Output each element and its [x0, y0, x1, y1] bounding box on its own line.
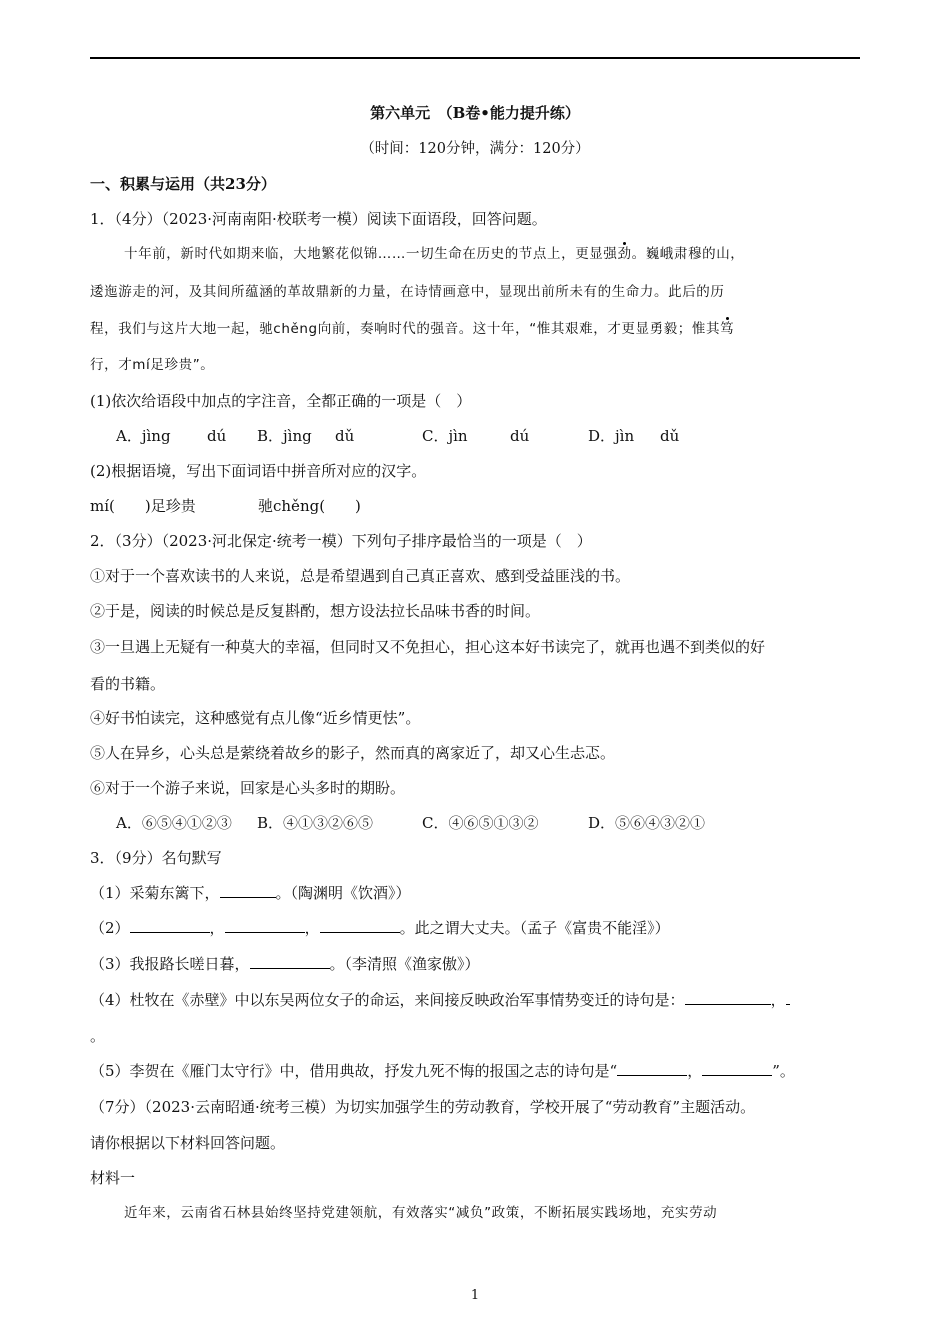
q1-passage-line-4: 行，才mí足珍贵”。 — [90, 357, 215, 373]
material-line-1: 近年来，云南省石林县始终坚持党建领航，有效落实“减负”政策，不断拓展实践场地，充实劳动 — [124, 1205, 718, 1221]
option-label: dǔ — [660, 427, 680, 445]
q3-text: ， — [770, 991, 786, 1009]
option-label: dú — [207, 427, 227, 445]
dotted-char: 劲 — [617, 246, 632, 262]
q1-passage-line-3 — [90, 319, 734, 339]
q2-option-c: C．④⑥⑤①③② — [422, 814, 539, 832]
q3-text: ， — [304, 919, 320, 937]
dotted-char: 笃 — [720, 321, 735, 337]
q3-text: 。（陶渊明《饮酒》） — [275, 884, 411, 902]
q3-line-1 — [90, 883, 411, 903]
answer-blank[interactable] — [130, 918, 210, 933]
q3-text: 。（李清照《渔家傲》） — [329, 955, 480, 973]
material-label: 材料一 — [90, 1169, 136, 1187]
q3-text: （5）李贺在《雁门太守行》中，借用典故，抒发九死不悔的报国之志的诗句是“ — [90, 1062, 618, 1080]
q1-option-a — [116, 426, 227, 446]
answer-blank[interactable] — [225, 918, 305, 933]
q3-text: ， — [209, 919, 225, 937]
q4-stem-cont: 请你根据以下材料回答问题。 — [90, 1134, 286, 1152]
q1-passage-text: 。巍峨肃穆的山， — [631, 246, 745, 262]
option-label: C．jìn — [422, 427, 468, 445]
q1-passage-line-1 — [124, 244, 744, 264]
q2-sentence-6: ⑥对于一个游子来说，回家是心头多时的期盼。 — [90, 779, 406, 797]
q2-sentence-3: ③一旦遇上无疑有一种莫大的幸福，但同时又不免担心，担心这本好书读完了，就再也遇不到类似的好 — [90, 638, 766, 656]
q1-stem: 1．（4分）（2023·河南南阳·校联考一模）阅读下面语段，回答问题。 — [90, 210, 547, 228]
q3-text: （3）我报路长嗟日暮， — [90, 955, 250, 973]
q2-stem: 2．（3分）（2023·河北保定·统考一模）下列句子排序最恰当的一项是（ ） — [90, 532, 592, 550]
q1-passage-text: 十年前，新时代如期来临，大地繁花似锦……一切生命在历史的节点上，更显强 — [124, 246, 618, 262]
q1-sub1: (1)依次给语段中加点的字注音，全都正确的一项是（ ） — [90, 392, 472, 410]
option-label: B．jìng — [257, 427, 312, 445]
option-label: dǔ — [335, 427, 355, 445]
q2-sentence-2: ②于是，阅读的时候总是反复斟酌，想方设法拉长品味书香的时间。 — [90, 602, 541, 620]
q3-line-4 — [90, 990, 790, 1010]
q3-line-2 — [90, 918, 670, 938]
q2-sentence-4: ④好书怕读完，这种感觉有点儿像“近乡情更怯”。 — [90, 709, 421, 727]
q2-sentence-5: ⑤人在异乡，心头总是萦绕着故乡的影子，然而真的离家近了，却又心生忐忑。 — [90, 744, 616, 762]
q1-passage-line-2: 逶迤游走的河，及其间所蕴涵的革故鼎新的力量，在诗情画意中，显现出前所未有的生命力。此后的历 — [90, 284, 725, 300]
option-label: D．jìn — [588, 427, 635, 445]
q2-option-d: D．⑤⑥④③②① — [588, 814, 706, 832]
answer-blank[interactable] — [250, 954, 330, 969]
q1-fill-b: 驰chěng( ) — [258, 497, 361, 515]
q1-passage-text: 程，我们与这片大地一起，驰chěng向前，奏响时代的强音。这十年，“惟其艰难，才更显勇毅；惟其 — [90, 321, 721, 337]
q2-sentence-3-cont: 看的书籍。 — [90, 675, 166, 693]
q3-line-3 — [90, 954, 480, 974]
answer-blank[interactable] — [702, 1061, 772, 1076]
q1-option-c — [422, 426, 530, 446]
option-label: A．jìng — [116, 427, 171, 445]
q3-text: 。此之谓大丈夫。（孟子《富贵不能淫》） — [399, 919, 670, 937]
q2-option-a: A．⑥⑤④①②③ — [116, 814, 232, 832]
page-title: 第六单元 （B卷•能力提升练） — [370, 104, 580, 122]
answer-blank[interactable] — [685, 990, 771, 1005]
header-rule — [90, 57, 860, 59]
q3-line-4-end: 。 — [90, 1027, 106, 1045]
q3-line-5 — [90, 1061, 795, 1081]
q1-fill-a: mí( )足珍贵 — [90, 497, 196, 515]
q3-text: ”。 — [772, 1062, 795, 1080]
q3-text: （2） — [90, 919, 130, 937]
q3-text: （4）杜牧在《赤壁》中以东吴两位女子的命运，来间接反映政治军事情势变迁的诗句是： — [90, 991, 685, 1009]
answer-blank[interactable] — [320, 918, 400, 933]
page-subtitle: （时间：120分钟，满分：120分） — [360, 141, 590, 157]
q3-text: （1）采菊东篱下， — [90, 884, 220, 902]
q2-sentence-1: ①对于一个喜欢读书的人来说，总是希望遇到自己真正喜欢、感到受益匪浅的书。 — [90, 567, 631, 585]
q3-stem: 3．（9分）名句默写 — [90, 849, 222, 867]
answer-blank[interactable] — [220, 883, 276, 898]
q4-stem: （7分）（2023·云南昭通·统考三模）为切实加强学生的劳动教育，学校开展了“劳动教育”主题活动。 — [90, 1098, 756, 1116]
q1-option-b — [257, 426, 355, 446]
q1-option-d — [588, 426, 680, 446]
section-heading: 一、积累与运用（共23分） — [90, 175, 276, 193]
q1-sub2: (2)根据语境，写出下面词语中拼音所对应的汉字。 — [90, 462, 427, 480]
q2-option-b: B．④①③②⑥⑤ — [257, 814, 374, 832]
option-label: dú — [510, 427, 530, 445]
page-number: 1 — [470, 1288, 480, 1303]
q3-text: ， — [687, 1062, 703, 1080]
answer-blank[interactable] — [617, 1061, 687, 1076]
answer-blank[interactable] — [786, 990, 790, 1005]
